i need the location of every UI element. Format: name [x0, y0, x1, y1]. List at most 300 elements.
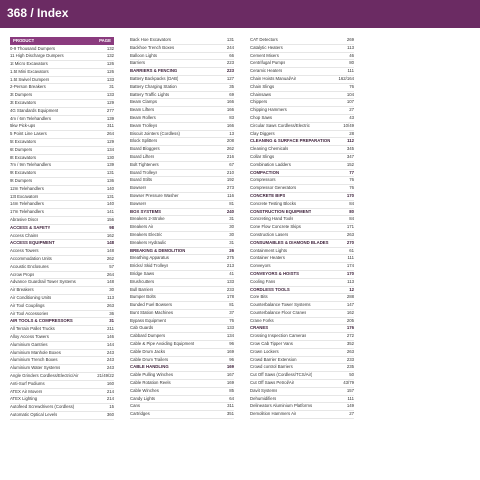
entry-product: Board Stilts [130, 177, 152, 183]
entry-page: 57 [109, 263, 114, 269]
entry-page: 136 [106, 178, 114, 184]
index-entry [250, 138, 354, 146]
entry-product: 3t Excavators [10, 100, 37, 106]
entry-product: COMPACTION [250, 169, 280, 175]
entry-product: Advance Guardrail Tower Systems [10, 279, 76, 285]
entry-page: 76 [349, 185, 354, 191]
entry-page: 208 [226, 138, 234, 144]
index-entry [10, 381, 114, 389]
entry-page: 139 [106, 162, 114, 168]
entry-page: 205 [346, 317, 354, 323]
entry-product: Cable Pulling Winches [130, 372, 173, 378]
entry-page: 84 [349, 200, 354, 206]
entry-page: 131 [106, 170, 114, 176]
entry-page: 166 [226, 99, 234, 105]
index-entry [10, 201, 114, 209]
entry-page: 144 [106, 341, 114, 347]
index-entry [130, 99, 234, 107]
index-entry [130, 216, 234, 224]
entry-page: 31 [229, 239, 234, 245]
index-entry [10, 131, 114, 139]
entry-product: Beam Lifters [130, 107, 155, 113]
entry-product: Balloon Lights [130, 52, 157, 58]
entry-product: Chainsaws [250, 91, 272, 97]
entry-page: 162 [346, 309, 354, 315]
entry-page: 211 [107, 326, 114, 332]
entry-product: Dehumidifiers [250, 395, 277, 401]
entry-page: 41 [229, 270, 234, 276]
index-entry [10, 279, 114, 287]
index-entry [10, 248, 114, 256]
entry-page: 263 [346, 231, 354, 237]
index-entry [250, 99, 354, 107]
entry-product: Demolition Hammers Air [250, 411, 297, 417]
entry-page: 157 [346, 387, 354, 393]
entry-page: 277 [106, 107, 114, 113]
entry-product: Cans [130, 403, 141, 409]
index-entry [10, 287, 114, 295]
entry-page: 15 [109, 404, 114, 410]
entry-page: 61 [349, 247, 354, 253]
index-entry [250, 170, 354, 178]
index-entry [10, 389, 114, 397]
entry-product: ACCESS EQUIPMENT [10, 240, 55, 246]
index-entry [250, 372, 354, 380]
index-entry [10, 240, 114, 248]
index-entry [10, 233, 114, 241]
entry-product: Collar Slings [250, 153, 275, 159]
index-entry [130, 240, 234, 248]
index-entry [130, 279, 234, 287]
entry-product: 17m Telehandlers [10, 209, 44, 215]
entry-product: CLEANING & SURFACE PREPARATION [250, 138, 331, 144]
entry-product: BREAKING & DEMOLITION [130, 247, 186, 253]
entry-page: 262 [226, 146, 234, 152]
entry-page: 160 [106, 380, 114, 386]
entry-product: Board Trolleys [130, 169, 158, 175]
entry-page: 148 [106, 248, 114, 254]
entry-page: 244 [226, 44, 234, 50]
entry-product: Anti-Surf Podiums [10, 380, 45, 386]
index-entry [250, 154, 354, 162]
index-entry [10, 365, 114, 373]
entry-page: 30 [109, 287, 114, 293]
entry-page: 85 [229, 387, 234, 393]
entry-page: 162 [106, 232, 114, 238]
index-entry [130, 372, 234, 380]
entry-page: 30 [229, 231, 234, 237]
index-entry [130, 138, 234, 146]
index-entry [10, 264, 114, 272]
entry-product: Aluminium Manhole Boxes [10, 349, 61, 355]
entry-product: Cartridges [130, 411, 150, 417]
entry-page: 351 [226, 411, 234, 417]
entry-page: 288 [346, 294, 354, 300]
index-entry [250, 318, 354, 326]
entry-product: 2-Person Breakers [10, 84, 46, 90]
entry-product: Circular Saws Cordless/Electric [250, 122, 310, 128]
index-entry [130, 318, 234, 326]
index-entry [250, 341, 354, 349]
entry-page: 111 [347, 68, 354, 74]
index-entry [10, 92, 114, 100]
index-entry [10, 303, 114, 311]
entry-product: Battery Charging Station [130, 83, 177, 89]
index-entry [10, 225, 114, 233]
entry-product: Chop Saws [250, 114, 272, 120]
entry-page: 80 [349, 208, 354, 214]
entry-product: Breakers 2-Stroke [130, 216, 165, 222]
entry-product: CAT Detectors [250, 37, 278, 42]
entry-page: 96 [229, 356, 234, 362]
entry-product: Core Bits [250, 294, 268, 300]
entry-product: 3t Dumpers [10, 92, 33, 98]
entry-page: 133 [106, 76, 114, 82]
index-entry [10, 77, 114, 85]
index-entry [130, 60, 234, 68]
entry-product: Access Chains [10, 232, 39, 238]
entry-product: Bolt Tighteners [130, 161, 159, 167]
entry-product: 0-9 Thousand Dumpers [10, 45, 56, 51]
entry-page: 273 [226, 185, 234, 191]
index-entry [130, 325, 234, 333]
entry-product: Counterbalance Tower Systems [250, 302, 311, 308]
entry-product: Air Tool Accessories [10, 310, 49, 316]
entry-page: 83 [229, 114, 234, 120]
entry-page: 311 [227, 403, 234, 409]
entry-page: 140 [106, 201, 114, 207]
entry-page: 107 [346, 99, 354, 105]
entry-page: 28 [349, 130, 354, 136]
index-entry [10, 217, 114, 225]
entry-product: Autofeed Screwdrivers (Cordless) [10, 404, 75, 410]
index-entry [250, 185, 354, 193]
entry-product: Bowsers [130, 200, 147, 206]
index-entry [130, 271, 234, 279]
index-entry [250, 396, 354, 404]
entry-page: 311 [107, 123, 114, 129]
entry-page: 171 [346, 224, 354, 230]
entry-page: 174 [346, 263, 354, 269]
entry-product: Crane Forks [250, 317, 274, 323]
index-entry [130, 146, 234, 154]
index-entry [10, 311, 114, 319]
entry-page: 84 [349, 216, 354, 222]
entry-page: 147 [346, 302, 354, 308]
entry-product: Crowd control Barriers [250, 364, 293, 370]
index-entry [130, 76, 234, 84]
index-entry [130, 380, 234, 388]
index-entry [250, 263, 354, 271]
index-entry [130, 107, 234, 115]
entry-product: Backhoe Trench Boxes [130, 44, 175, 50]
entry-page: 264 [106, 131, 114, 137]
entry-product: Bypass Equipment [130, 317, 166, 323]
entry-page: 166 [226, 122, 234, 128]
entry-page: 149 [346, 403, 354, 409]
entry-page: 272 [346, 333, 354, 339]
entry-product: Beam Clamps [130, 99, 157, 105]
index-entry [10, 194, 114, 202]
index-entry [130, 170, 234, 178]
index-entry [250, 248, 354, 256]
entry-product: Cable Drum Jacks [130, 348, 166, 354]
index-entry [130, 403, 234, 411]
index-entry [250, 162, 354, 170]
index-entry [130, 255, 234, 263]
entry-page: 352 [346, 341, 354, 347]
entry-product: Cut Off Saws (Cordless/TCS/Air) [250, 372, 313, 378]
entry-page: 64 [229, 395, 234, 401]
entry-page: 170 [346, 270, 354, 276]
entry-page: 129 [106, 139, 114, 145]
entry-page: 76 [229, 317, 234, 323]
entry-product: Cement Mixers [250, 52, 279, 58]
entry-page: 192 [226, 177, 234, 183]
entry-page: 167 [226, 372, 234, 378]
entry-page: 139 [106, 115, 114, 121]
index-entry [130, 92, 234, 100]
entry-page: 81 [229, 302, 234, 308]
entry-page: 126 [106, 68, 114, 74]
index-entry [130, 302, 234, 310]
index-entry [10, 256, 114, 264]
entry-page: 31 [229, 216, 234, 222]
entry-product: Bunt Station Machines [130, 309, 173, 315]
entry-product: Accommodation Units [10, 256, 52, 262]
entry-product: BOX SYSTEMS [130, 208, 162, 214]
index-entry [10, 123, 114, 131]
entry-page: 37 [229, 309, 234, 315]
entry-product: ATEX Air Movers [10, 388, 43, 394]
index-entry [250, 287, 354, 295]
entry-product: Crown Lockers [250, 348, 279, 354]
entry-product: Bridge Saws [130, 270, 155, 276]
entry-product: Block Splitters [130, 138, 158, 144]
entry-page: 243 [106, 357, 114, 363]
entry-product: Cable Rotation Reels [130, 380, 171, 386]
index-entry [130, 45, 234, 53]
entry-page: 146 [106, 333, 114, 339]
entry-page: 12 [349, 286, 354, 292]
entry-page: 77 [349, 169, 354, 175]
entry-product: Air Conditioning Units [10, 295, 52, 300]
index-entry [10, 155, 114, 163]
entry-page: 270 [346, 239, 354, 245]
table-header [10, 37, 114, 45]
index-entry [130, 333, 234, 341]
index-entry [130, 131, 234, 139]
index-entry [10, 334, 114, 342]
index-entry [10, 412, 114, 420]
entry-product: Air Tool Couplings [10, 302, 45, 308]
product-header: PRODUCT [13, 38, 35, 43]
entry-product: Board Bloggers [130, 146, 160, 152]
index-entry [10, 139, 114, 147]
entry-page: 141 [106, 209, 114, 215]
entry-product: Container Heaters [250, 255, 285, 261]
entry-page: 347 [346, 153, 354, 159]
index-entry [250, 84, 354, 92]
entry-page: 243 [106, 349, 114, 355]
entry-page: 36 [109, 310, 114, 316]
entry-product: Bowser Pressure Washer [130, 192, 179, 198]
entry-product: AIR TOOLS & COMPRESSORS [10, 318, 73, 324]
entry-page: 345 [346, 146, 354, 152]
index-entry [250, 411, 354, 419]
index-column-1 [10, 37, 114, 420]
entry-product: 12m Telehandlers [10, 185, 44, 191]
entry-page: 96 [229, 341, 234, 347]
index-entry [250, 380, 354, 388]
entry-page: 131 [226, 37, 234, 42]
entry-product: Compressors [250, 177, 276, 183]
entry-product: Construction Lasers [250, 231, 289, 237]
entry-product: Air Breakers [10, 287, 34, 293]
entry-product: Beam Trolleys [130, 122, 158, 128]
index-entry [130, 388, 234, 396]
index-entry [10, 170, 114, 178]
index-entry [250, 60, 354, 68]
entry-product: Conveyors [250, 263, 271, 269]
entry-page: 214 [106, 388, 114, 394]
entry-page: 67 [229, 161, 234, 167]
entry-product: Aluminium Gantries [10, 341, 48, 347]
index-entry [130, 193, 234, 201]
index-entry [130, 263, 234, 271]
entry-page: 98 [109, 224, 114, 230]
entry-product: CABLE HANDLING [130, 364, 169, 370]
entry-page: 43 [349, 114, 354, 120]
entry-page: 210 [226, 169, 234, 175]
index-entry [250, 294, 354, 302]
entry-product: 14m Telehandlers [10, 201, 44, 207]
index-entry [10, 318, 114, 326]
index-entry [130, 185, 234, 193]
entry-product: Crossing Inspection Cameras [250, 333, 307, 339]
entry-product: Cleaning Chemicals [250, 146, 289, 152]
index-entry [10, 186, 114, 194]
entry-product: CONSUMABLES & DIAMOND BLADES [250, 239, 329, 245]
entry-product: Crowd Barrier Extension [250, 356, 297, 362]
index-entry [250, 240, 354, 248]
entry-product: CONCRETE BIPS [250, 192, 286, 198]
entry-page: 235 [346, 364, 354, 370]
entry-page: 31 [109, 84, 114, 90]
entry-page: 169 [226, 380, 234, 386]
entry-product: Bumper Bolts [130, 294, 156, 300]
entry-page: 275 [226, 255, 234, 261]
page-header-label: PAGE [99, 38, 111, 43]
entry-product: Cone Flow Concrete Skips [250, 224, 301, 230]
entry-page: 178 [226, 294, 234, 300]
entry-product: Clay Diggers [250, 130, 275, 136]
entry-product: Back Hoe Excavators [130, 37, 172, 42]
index-entry [130, 162, 234, 170]
index-entry [10, 108, 114, 116]
index-entry [130, 294, 234, 302]
index-entry [250, 177, 354, 185]
entry-product: Counterbalance Floor Cranes [250, 309, 307, 315]
entry-product: Concreting Hand Tools [250, 216, 294, 222]
entry-page: 233 [346, 356, 354, 362]
index-entry [250, 146, 354, 154]
entry-product: 6t Dumpers [10, 146, 33, 152]
index-entry [130, 232, 234, 240]
entry-product: 8t Excavators [10, 154, 37, 160]
entry-product: 5 Point Line Lasers [10, 131, 47, 137]
entry-page: 133 [226, 325, 234, 331]
entry-page: 169 [226, 348, 234, 354]
index-entry [250, 92, 354, 100]
entry-product: Containment Lights [250, 247, 288, 253]
index-entry [250, 279, 354, 287]
index-entry [250, 232, 354, 240]
index-entry [10, 147, 114, 155]
entry-page: 223 [226, 60, 234, 66]
entry-product: 5kw Pick-ups [10, 123, 36, 129]
index-entry [10, 396, 114, 404]
entry-product: Candy Lights [130, 395, 156, 401]
index-entry [250, 201, 354, 209]
entry-product: Cooling Fans [250, 278, 276, 284]
entry-page: 66 [229, 52, 234, 58]
entry-page: 130 [106, 154, 114, 160]
entry-product: Chipping Hammers [250, 107, 287, 113]
page-header [0, 0, 480, 28]
entry-product: ACCESS & SAFETY [10, 224, 51, 230]
entry-page: 263 [346, 348, 354, 354]
entry-product: Barriers [130, 60, 146, 66]
entry-page: 169 [226, 364, 234, 370]
entry-page: 27 [349, 107, 354, 113]
entry-page: 10/49 [343, 122, 354, 128]
entry-product: Compressor Generators [250, 185, 297, 191]
entry-page: 240 [226, 208, 234, 214]
entry-page: 264 [106, 271, 114, 277]
entry-product: Abrasive Discs [10, 217, 39, 223]
entry-page: 30 [229, 224, 234, 230]
index-entry [250, 53, 354, 61]
index-entry [10, 84, 114, 92]
entry-product: CRANES [250, 325, 269, 331]
index-entry [10, 209, 114, 217]
index-entry [130, 177, 234, 185]
index-entry [250, 325, 354, 333]
index-entry [130, 364, 234, 372]
index-entry [250, 302, 354, 310]
entry-product: Crow Cab Tipper Vans [250, 341, 293, 347]
entry-page: 223 [226, 68, 234, 74]
index-entry [130, 248, 234, 256]
entry-page: 216 [226, 153, 234, 159]
index-entry [250, 388, 354, 396]
entry-page: 214 [106, 396, 114, 402]
entry-page: 126 [106, 61, 114, 67]
entry-product: Centrifugal Pumps [250, 60, 286, 66]
entry-page: 104 [346, 91, 354, 97]
entry-product: CORDLESS TOOLS [250, 286, 290, 292]
entry-page: 148 [106, 279, 114, 285]
entry-page: 262 [106, 256, 114, 262]
entry-product: Breakers Air [130, 224, 154, 230]
entry-page: 132 [106, 45, 114, 51]
index-entry [10, 61, 114, 69]
entry-page: 80 [349, 60, 354, 66]
index-entry [10, 295, 114, 303]
entry-product: Access Towers [10, 248, 39, 254]
entry-page: 360 [106, 411, 114, 417]
